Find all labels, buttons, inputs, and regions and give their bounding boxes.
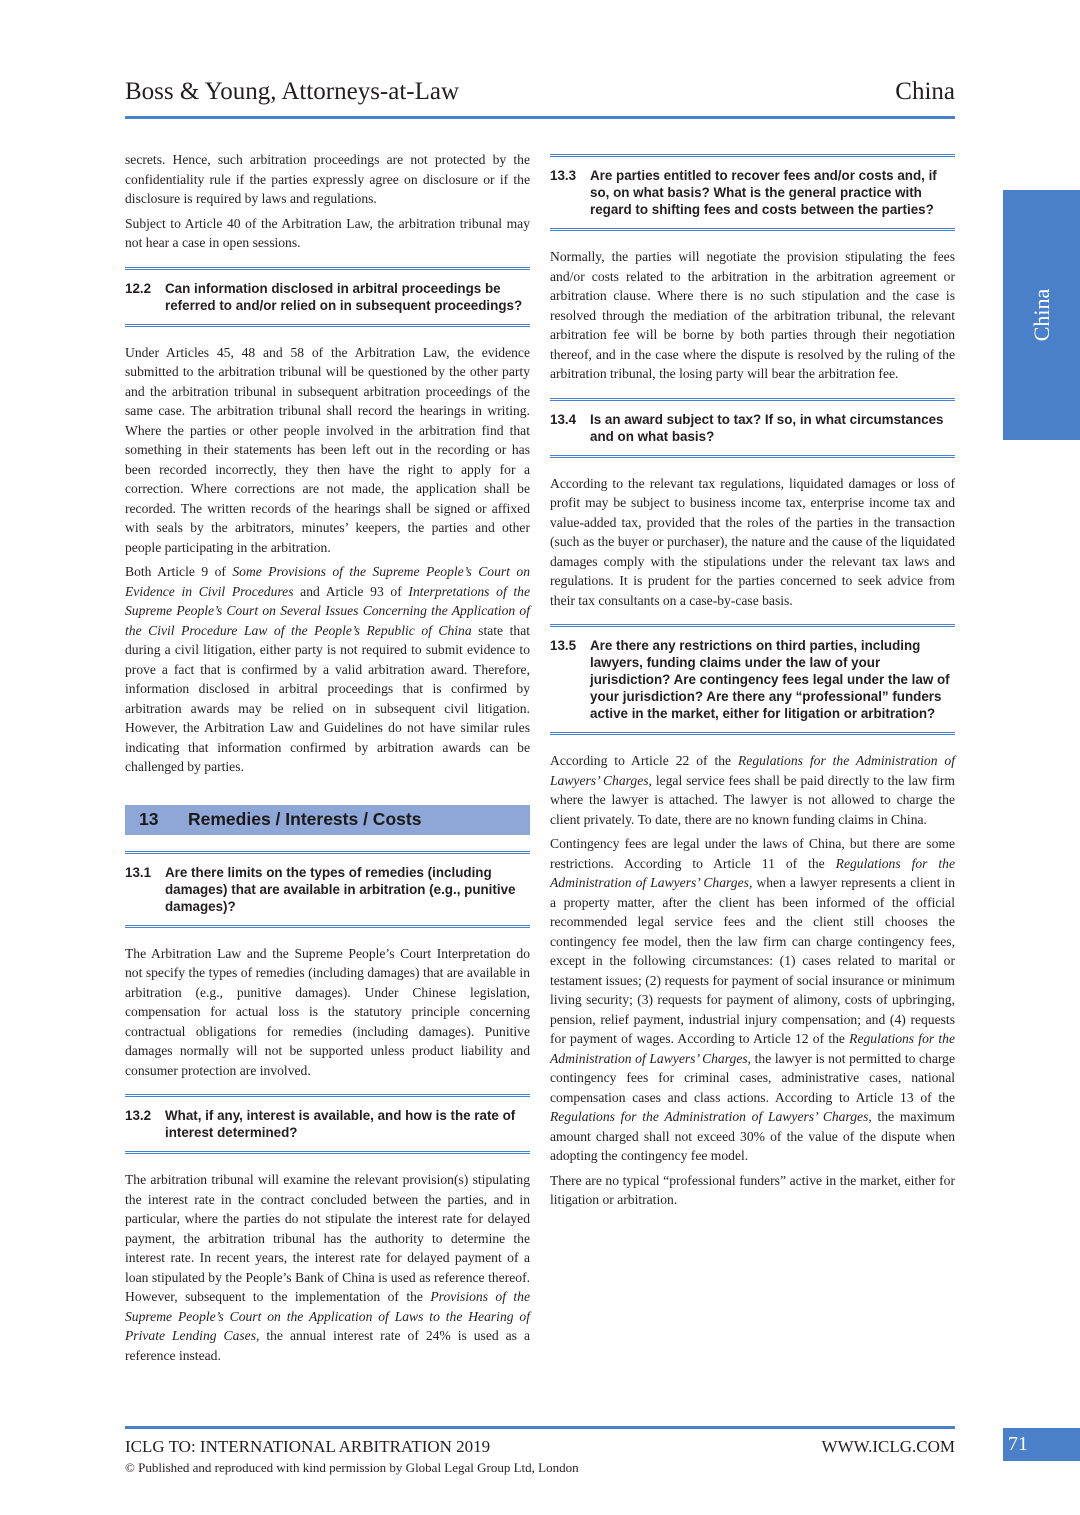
question-number: 13.1 [125, 864, 152, 880]
page-header [125, 78, 955, 118]
citation: Regulations for the Administration of Lawyers’ Charges [550, 855, 955, 890]
paragraph: Subject to Article 40 of the Arbitration Law, the arbitration tribunal may not hear a case in open sessions. [125, 215, 530, 250]
publication-title: ICLG TO: INTERNATIONAL ARBITRATION 2019 [125, 1437, 491, 1456]
permission-notice: © Published and reproduced with kind permission by Global Legal Group Ltd, London [125, 1460, 579, 1475]
question-text: Are there any restrictions on third parties, including lawyers, funding claims under the law of your jurisdiction? Are contingency fees legal under the law of your jurisdiction? Are there any “professional” funders active in the market, either for litigation or arbitration? [590, 638, 950, 721]
question-13-2 [125, 1094, 530, 1154]
side-tab-label: China [1028, 288, 1054, 342]
text-run: According to Article 22 of the [550, 753, 738, 768]
header-country: China [895, 78, 955, 105]
paragraph [125, 1170, 530, 1365]
text-run: , the annual interest rate of 24% is used as a reference instead. [125, 1328, 530, 1363]
text-run: Both Article 9 of [125, 564, 233, 579]
page-number: 71 [1003, 1428, 1080, 1461]
section-title: Remedies / Interests / Costs [188, 809, 422, 829]
paragraph: According to the relevant tax regulations, liquidated damages or loss of profit may be subject to business income tax, enterprise income tax and value-added tax, provided that the roles of the parties in the transaction (such as the buyer or purchaser), the nature and the cause of the liquidated damages comply with the stipulations under the relevant tax laws and regulations. It is prudent for the parties concerned to seek advice from their tax consultants on a case-by-case basis. [550, 475, 955, 608]
text-run: state that during a civil litigation, either party is not required to submit evidence to prove a fact that is confirmed by a valid arbitration award. Therefore, information disclosed in arbitral proceedings that is confirmed by arbitration awards may be relied on in subsequent civil litigation. However, the Arbitration Law and Guidelines do not have similar rules indicating that information confirmed by arbitration awards can be challenged by parties. [125, 622, 530, 774]
side-tab [1003, 190, 1080, 440]
paragraph: secrets. Hence, such arbitration proceedings are not protected by the confidentiality rule if the parties expressly agree on disclosure or if the disclosure is required by laws and regulations. [125, 152, 530, 206]
text-run: The arbitration tribunal will examine the relevant provision(s) stipulating the interest rate in the contract concluded between the parties, and in particular, where the parties do not stipulate the interest rate for delayed payment, the arbitration tribunal has the authority to determine the interest rate. In recent years, the interest rate for delayed payment of a loan stipulated by the People’s Bank of China is used as reference thereof. However, subsequent to the implementation of the [125, 1172, 530, 1304]
citation: Interpretations of the Supreme People’s Court on Several Issues Concerning the Application of the Civil Procedure Law of the People’s Republic of China [125, 583, 531, 638]
question-13-1 [125, 851, 530, 928]
paragraph: Under Articles 45, 48 and 58 of the Arbitration Law, the evidence submitted to the arbitration tribunal will be questioned by the other party and the arbitration tribunal in subsequent arbitration proceedings of the same case. The arbitration tribunal shall record the hearings in writing. Where the parties or other people involved in the arbitration find that something in their statements has been left out in the recording or has been recorded incorrectly, they then have the right to apply for a correction. Where corrections are not made, the application shall be recorded. The written records of the hearings shall be signed or affixed with seals by the arbitrators, minutes’ keepers, the parties and other people participating in the arbitration. [125, 344, 530, 555]
text-run: , the lawyer is not permitted to charge contingency fees for criminal cases, administrative cases, national compensation cases and class actions. According to Article 13 of the [550, 1050, 955, 1105]
question-text: Is an award subject to tax? If so, in what circumstances and on what basis? [590, 411, 944, 444]
question-number: 13.3 [550, 168, 577, 183]
paragraph: There are no typical “professional funders” active in the market, either for litigation or arbitration. [550, 1172, 955, 1207]
question-text: Can information disclosed in arbitral proceedings be referred to and/or relied on in subsequent proceedings? [165, 280, 523, 313]
question-number: 13.5 [550, 638, 577, 653]
question-13-4 [550, 398, 955, 458]
footer-rule [125, 1426, 955, 1429]
text-run: and Article 93 of [293, 583, 409, 599]
question-number: 13.2 [125, 1108, 152, 1123]
website-link[interactable]: WWW.ICLG.COM [821, 1437, 955, 1456]
question-text: What, if any, interest is available, and how is the rate of interest determined? [165, 1108, 516, 1140]
citation: Some Provisions of the Supreme People’s Court on Evidence in Civil Procedures [125, 564, 530, 599]
text-run: , legal service fees shall be paid directly to the law firm where the lawyer is attached. The lawyer is not allowed to charge the client privately. To date, there are no known funding claims in China. [550, 772, 956, 827]
question-text: Are there limits on the types of remedies (including damages) that are available in arbitration (e.g., punitive damages)? [165, 864, 516, 914]
paragraph: The Arbitration Law and the Supreme People’s Court Interpretation do not specify the types of remedies (including damages) that are available in arbitration (e.g., punitive damages). Under Chinese legislation, compensation for actual loss is the statutory principle concerning contractual obligations for remedies (including damages). Punitive damages normally will not be supported unless product liability and consumer protection are involved. [125, 945, 530, 1078]
question-13-3 [550, 154, 955, 231]
citation: Provisions of the Supreme People’s Court on the Application of Laws to the Hearing of Private Lending Cases [125, 1289, 530, 1343]
question-number: 12.2 [125, 280, 152, 296]
question-number: 13.4 [550, 411, 577, 427]
citation: Regulations for the Administration of Lawyers’ Charges [550, 1031, 955, 1066]
header-rule [125, 116, 955, 119]
left-column [125, 150, 530, 1370]
citation: Regulations for the Administration of Lawyers’ Charges [550, 1109, 869, 1124]
section-13-header [125, 805, 530, 835]
paragraph [550, 751, 955, 829]
paragraph: Normally, the parties will negotiate the provision stipulating the fees and/or costs related to the arbitration in the arbitration agreement or arbitration clause. Where there is no such stipulation and the case is resolved through the mediation of the arbitration tribunal, the relevant arbitration fee will be borne by both parties through their negotiation thereof, and in the case where the dispute is resolved by the ruling of the arbitration tribunal, the losing party will bear the arbitration fee. [550, 249, 955, 381]
question-12-2 [125, 267, 530, 327]
firm-name: Boss & Young, Attorneys-at-Law [125, 78, 460, 105]
paragraph [550, 834, 955, 1166]
text-run: , the maximum amount charged shall not exceed 30% of the value of the dispute when adopting the contingency fee model. [550, 1109, 955, 1163]
text-run: Contingency fees are legal under the laws of China, but there are some restrictions. According to Article 11 of the [550, 836, 955, 871]
text-run: , when a lawyer represents a client in a property matter, after the client has been informed of the official recommended legal service fees and the client still chooses the contingency fee model, then the law firm can charge contingency fees, except in the following circumstances: (1) cases related to marital or testament issues; (2) requests for payment of social insurance or minimum living security; (3) requests for payment of alimony, costs of upbringing, pension, relief payment, industrial injury compensation; and (4) requests for payment of wages. According to Article 12 of the [550, 875, 956, 1046]
right-column [550, 150, 955, 1215]
paragraph [125, 562, 530, 777]
citation: Regulations for the Administration of Lawyers’ Charges [550, 753, 955, 788]
question-text: Are parties entitled to recover fees and/or costs and, if so, on what basis? What is the general practice with regard to shifting fees and costs between the parties? [590, 168, 937, 217]
question-13-5 [550, 624, 955, 735]
section-number: 13 [139, 809, 159, 829]
